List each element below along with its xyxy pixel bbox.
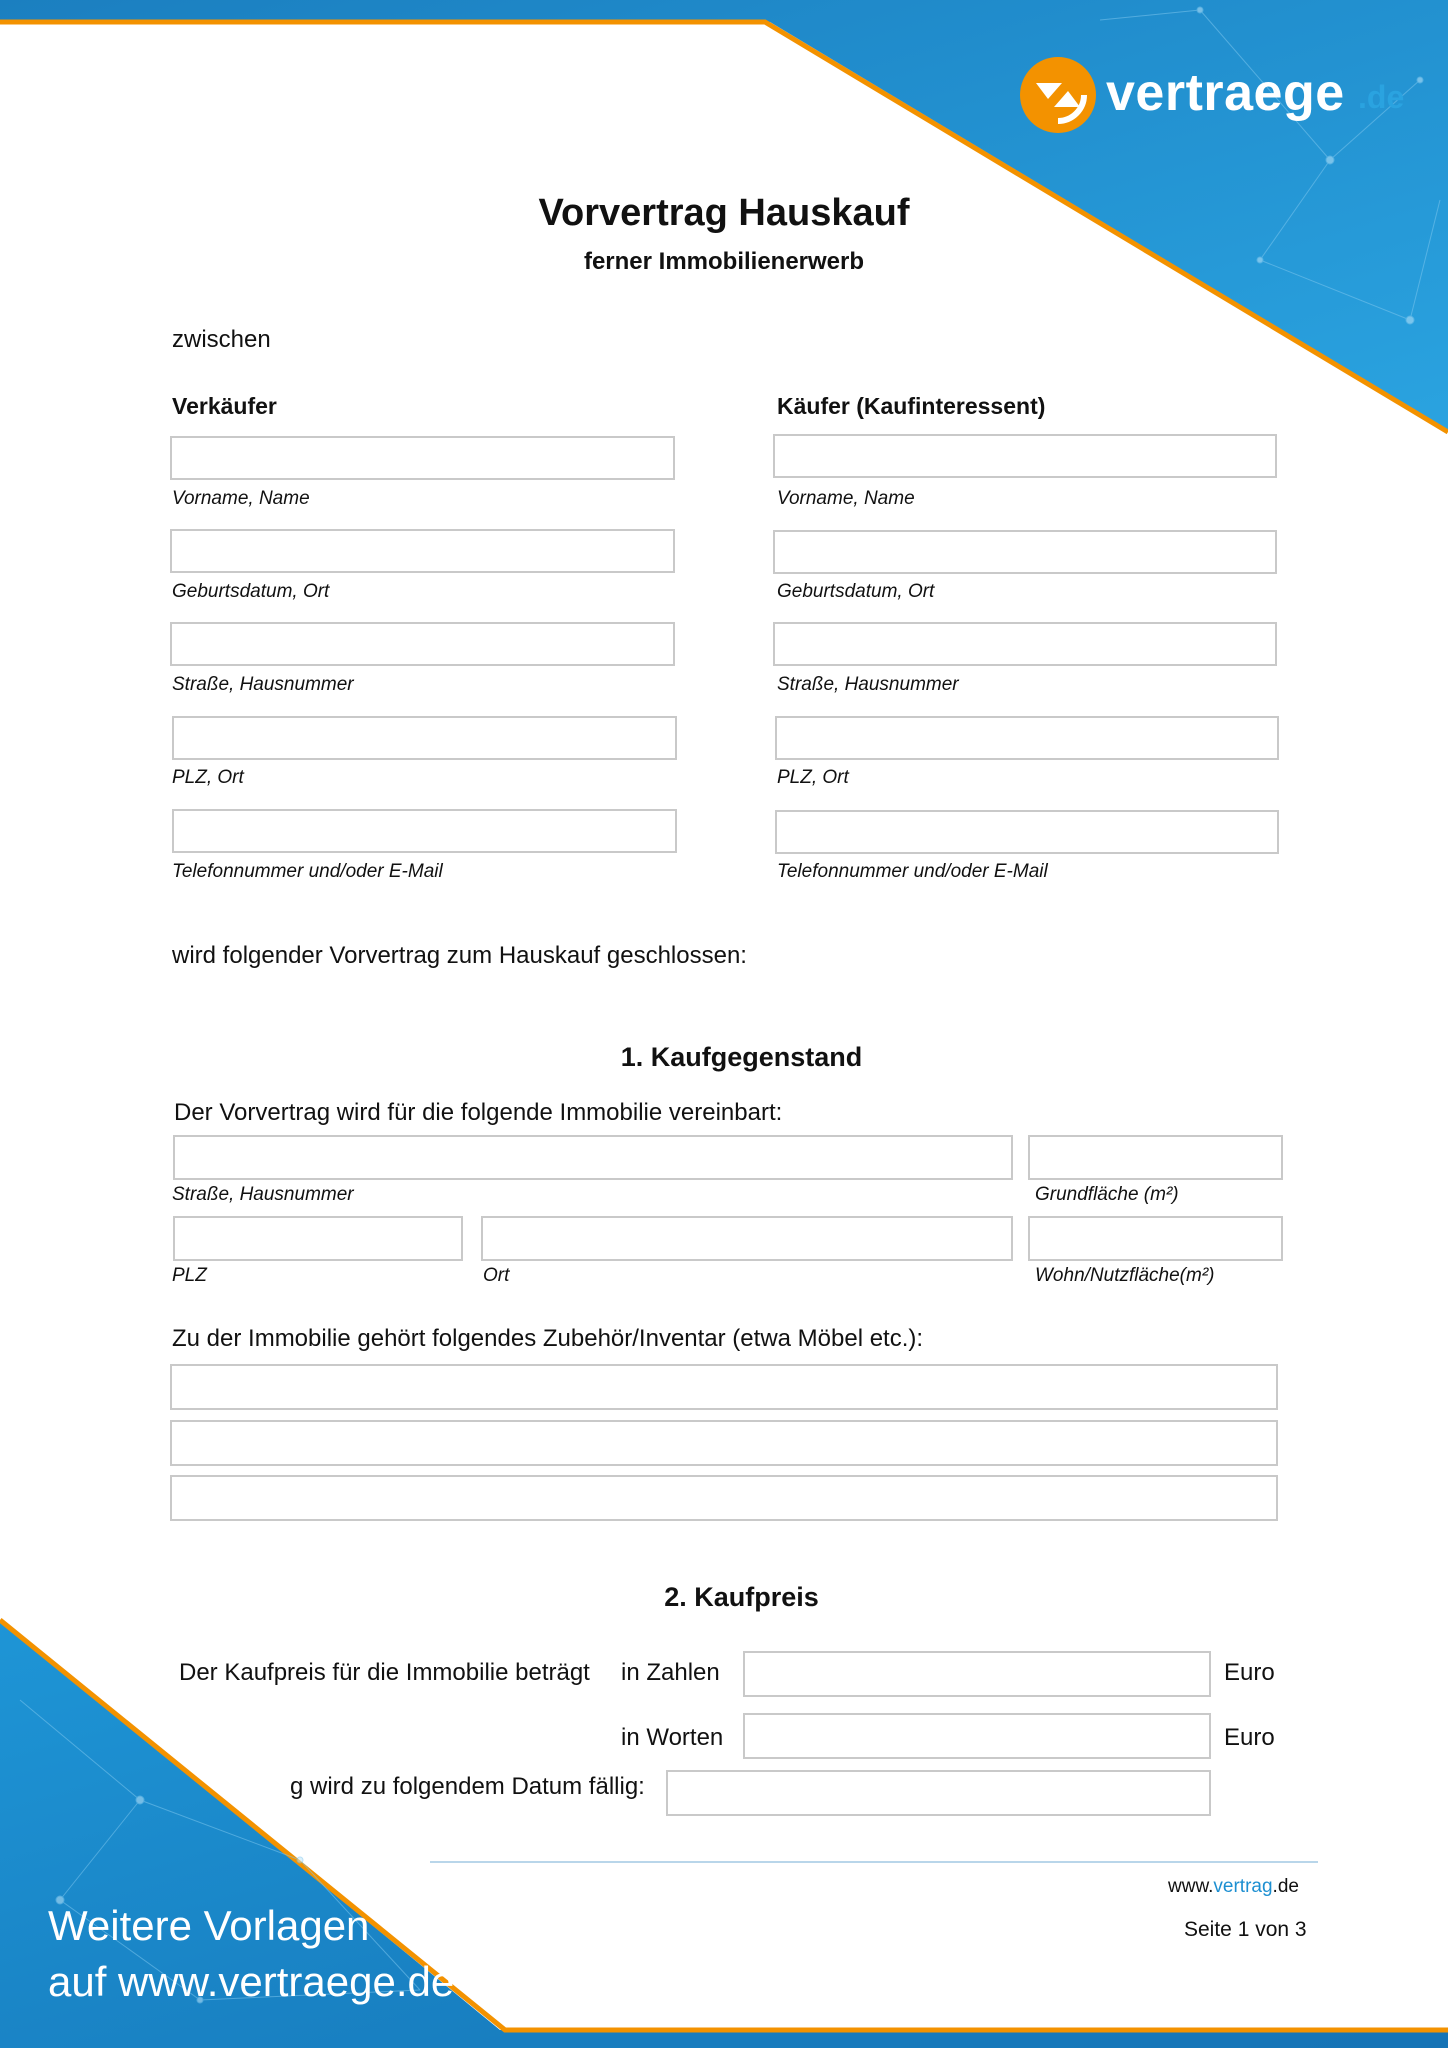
intro-sentence: wird folgender Vorvertrag zum Hauskauf geschlossen: xyxy=(172,942,747,969)
footer-url-suffix: .de xyxy=(1272,1876,1299,1897)
buyer-street-caption: Straße, Hausnummer xyxy=(777,674,959,695)
section1-intro: Der Vorvertrag wird für die folgende Immobilie vereinbart: xyxy=(174,1099,783,1126)
seller-contact-input[interactable] xyxy=(172,809,677,853)
buyer-heading: Käufer (Kaufinteressent) xyxy=(777,393,1046,419)
in-words-label: in Worten xyxy=(621,1724,724,1751)
living-area-input[interactable] xyxy=(1028,1216,1283,1261)
footer-url-prefix: www. xyxy=(1168,1876,1214,1897)
land-area-input[interactable] xyxy=(1028,1135,1283,1180)
seller-birth-caption: Geburtsdatum, Ort xyxy=(172,581,330,602)
property-street-input[interactable] xyxy=(173,1135,1013,1180)
buyer-birth-caption: Geburtsdatum, Ort xyxy=(777,581,935,602)
section1-heading: 1. Kaufgegenstand xyxy=(620,1042,863,1072)
brand-logo[interactable] xyxy=(1018,55,1438,135)
page-number: Seite 1 von 3 xyxy=(1184,1918,1307,1941)
buyer-zip-caption: PLZ, Ort xyxy=(777,767,849,788)
property-zip-input[interactable] xyxy=(173,1216,463,1261)
living-area-caption: Wohn/Nutzfläche(m²) xyxy=(1035,1265,1215,1286)
seller-contact-caption: Telefonnummer und/oder E-Mail xyxy=(172,861,443,882)
property-city-input[interactable] xyxy=(481,1216,1013,1261)
logo-icon xyxy=(1018,55,1098,135)
currency-label-1: Euro xyxy=(1224,1659,1275,1686)
price-numbers-input[interactable] xyxy=(743,1651,1211,1697)
document-subtitle: ferner Immobilienerwerb xyxy=(583,248,865,275)
accessories-input-3[interactable] xyxy=(170,1475,1278,1521)
due-date-input[interactable] xyxy=(666,1770,1211,1816)
seller-name-input[interactable] xyxy=(170,436,675,480)
due-date-label: g wird zu folgendem Datum fällig: xyxy=(290,1773,645,1800)
property-zip-caption: PLZ xyxy=(172,1265,207,1286)
land-area-caption: Grundfläche (m²) xyxy=(1035,1184,1179,1205)
section2-heading: 2. Kaufpreis xyxy=(664,1582,819,1612)
property-city-caption: Ort xyxy=(483,1265,510,1286)
accessories-input-2[interactable] xyxy=(170,1420,1278,1466)
document-title: Vorvertrag Hauskauf xyxy=(538,192,910,234)
buyer-zip-input[interactable] xyxy=(775,716,1279,760)
buyer-name-caption: Vorname, Name xyxy=(777,488,915,509)
banner-line-1: Weitere Vorlagen xyxy=(48,1902,370,1949)
logo-text: vertraege xyxy=(1106,64,1345,122)
property-street-caption: Straße, Hausnummer xyxy=(172,1184,354,1205)
accessories-input-1[interactable] xyxy=(170,1364,1278,1410)
seller-name-caption: Vorname, Name xyxy=(172,488,310,509)
accessories-label: Zu der Immobilie gehört folgendes Zubehör/Inventar (etwa Möbel etc.): xyxy=(172,1325,924,1352)
buyer-name-input[interactable] xyxy=(773,434,1277,478)
price-words-input[interactable] xyxy=(743,1713,1211,1759)
buyer-birth-input[interactable] xyxy=(773,530,1277,574)
seller-heading: Verkäufer xyxy=(172,393,277,419)
footer-url-name: vertrag xyxy=(1213,1876,1273,1897)
buyer-street-input[interactable] xyxy=(773,622,1277,666)
seller-birth-input[interactable] xyxy=(170,529,675,573)
buyer-contact-input[interactable] xyxy=(775,810,1279,854)
banner-line-2[interactable]: auf www.vertraege.de xyxy=(48,1958,455,2005)
seller-street-caption: Straße, Hausnummer xyxy=(172,674,354,695)
in-numbers-label: in Zahlen xyxy=(621,1659,720,1686)
seller-street-input[interactable] xyxy=(170,622,675,666)
buyer-contact-caption: Telefonnummer und/oder E-Mail xyxy=(777,861,1048,882)
logo-tld: .de xyxy=(1358,79,1405,115)
footer-url[interactable] xyxy=(1168,1876,1299,1898)
between-label: zwischen xyxy=(172,326,271,353)
currency-label-2: Euro xyxy=(1224,1724,1275,1751)
seller-zip-caption: PLZ, Ort xyxy=(172,767,244,788)
seller-zip-input[interactable] xyxy=(172,716,677,760)
price-label: Der Kaufpreis für die Immobilie beträgt xyxy=(179,1659,590,1686)
